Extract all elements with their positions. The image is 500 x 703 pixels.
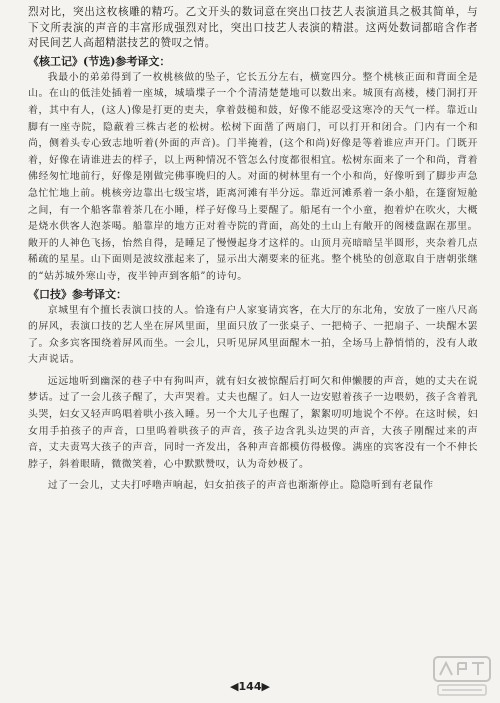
- translation-paragraph: 我最小的弟弟得到了一枚桃核做的坠子，它长五分左右，横宽四分。整个桃核正面和背面全是山。在山的低洼处插着一座城，城墙堞子一个个清清楚楚地可以数出来。城顶有高楼，楼门洞打开着，其中有人，(这人)像是打更的吏夫，拿着鼓槌和鼓，好像不能忍受这寒冷的天气一样。靠近山脚有一座寺院，隐蔽着三株古老的松树。松树下面凿了两扇门，可以打开和闭合。门内有一个和尚，侧着头专心致志地听着(外面的声音)。门半掩着，(这个和尚)好像是等着谁应声开门。门既开着，好像在请谁进去的样子，以上两种情况不管怎么付度都很相宜。松树东面来了一个和尚，背着佛经匆忙地前行，好像是刚做完佛事晚归的人。对面的树林里有一个小和尚，好像听到了脚步声急急忙忙地上前。桃核旁边靠出七级宝塔，距离河滩有半分远。靠近河滩系着一条小船，在篷窗短舱之间，有一个船客靠着茶几在小睡，样子好像马上要醒了。船尾有一个小童，抱着炉在吹火，大概是烧水供客人泡茶喝。船靠岸的地方正对着寺院的背面，高处的土山上有敞开的阁楼盘踞在那里。敞开的人神色飞扬，怡然自得，是睡足了慢慢起身才这样的。山顶月亮暗暗呈半圆形，夹杂着几点稀疏的星星。山下面则是波纹涨起来了，显示出大潮要来的征兆。整个桃坠的创意取自于唐朝张继的“姑苏城外寒山寺，夜半钟声到客船”的诗句。: [28, 71, 478, 282]
- translation-paragraph: 过了一会儿，丈夫打呼噜声响起，妇女拍孩子的声音也渐渐停止。隐隐听到有老鼠作: [47, 480, 434, 492]
- translation-paragraph: 远远地听到幽深的巷子中有狗叫声，就有妇女被惊醒后打呵欠和伸懒腰的声音，她的丈夫在说梦话。过了一会儿孩子醒了，大声哭着。丈夫也醒了。妇人一边安慰着孩子一边喂奶，孩子含着乳头哭，妇女又轻声呜唱着哄小孩入睡。另一个大儿子也醒了，絮絮叨叨地说个不停。在这时候，妇女用手拍孩子的声音，口里呜着哄孩子的声音，孩子边含乳头边哭的声音，大孩子刚醒过来的声音，丈夫责骂大孩子的声音，同时一齐发出，各种声音都模仿得极像。满座的宾客没有一个不伸长脖子，斜着眼睛，微微笑着，心中默默赞叹，认为奇妙极了。: [28, 375, 478, 470]
- answer-site-logo-icon: [430, 651, 494, 701]
- section-heading-kouji: 《口技》参考译文：: [28, 287, 127, 301]
- section-heading-hegongji: 《核工记》(节选)参考译文：: [28, 54, 171, 68]
- translation-paragraph: 京城里有个擅长表演口技的人。恰逢有户人家宴请宾客，在大厅的东北角，安放了一座八尺高的屏风，表演口技的艺人坐在屏风里面，里面只放了一张桌子、一把椅子、一把扇子、一块醒木罢了。众多宾客围绕着屏风而坐。一会儿，只听见屏风里面醒木一拍，全场马上静悄悄的，没有人敢大声说话。: [28, 304, 478, 366]
- document-page: [28, 0, 478, 495]
- intro-paragraph: 烈对比，突出这枚核雕的精巧。乙文开头的数词意在突出口技艺人表演道具之极其简单，与下文所表演的声音的丰富形成强烈对比，突出口技艺人表演的精湛。这两处数词都暗含作者对民间艺人高超精湛技艺的赞叹之情。: [28, 6, 478, 50]
- page-number: ◀144▶: [230, 680, 270, 693]
